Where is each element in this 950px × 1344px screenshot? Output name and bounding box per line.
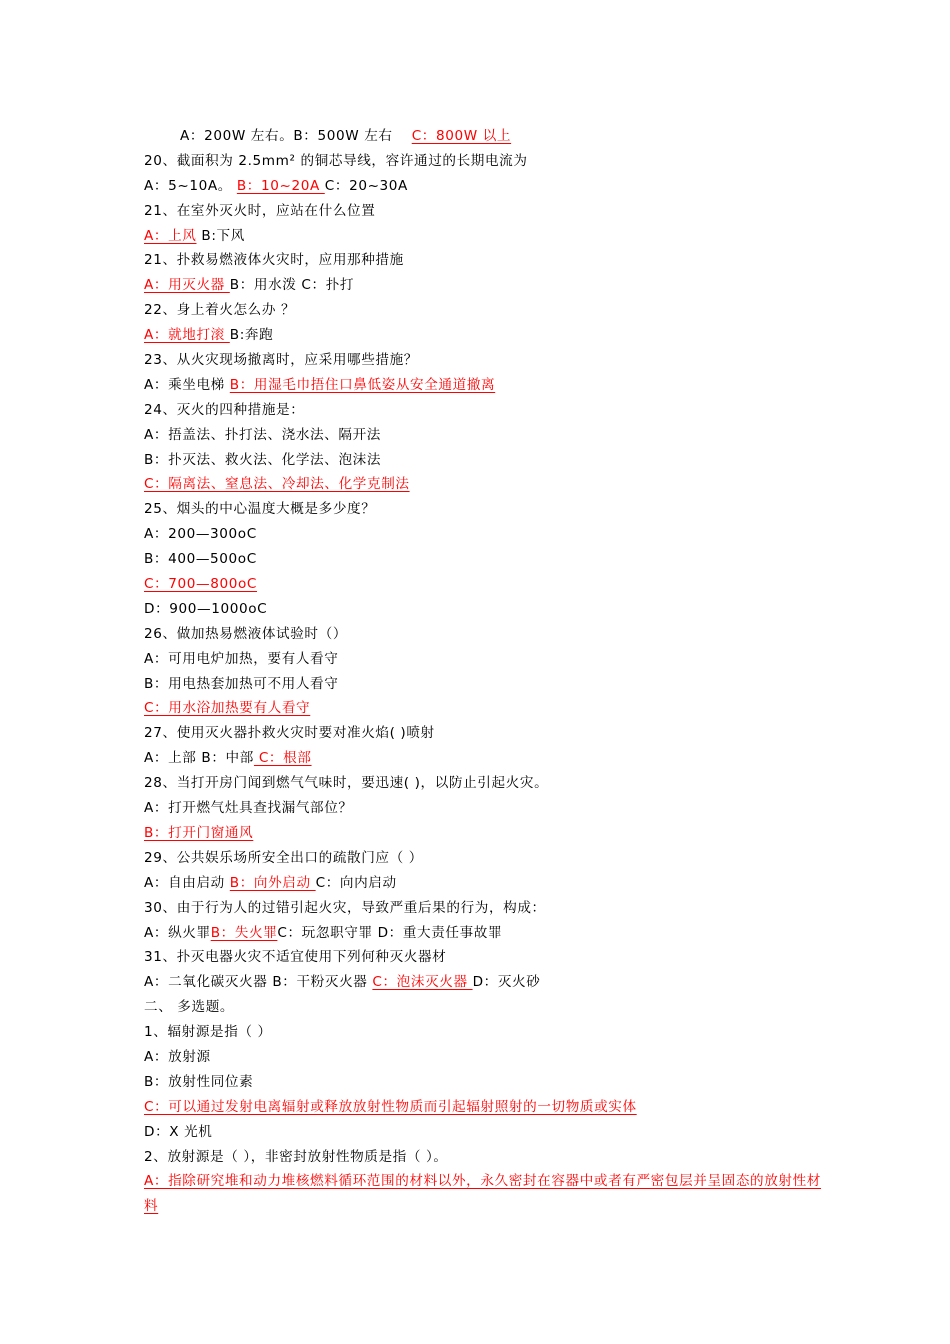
text-line (144, 1095, 824, 1120)
question-text: 26、做加热易燃液体试验时（） (144, 625, 348, 642)
question-text: 21、在室外灭火时，应站在什么位置 (144, 202, 376, 219)
answer-text: B：10~20A (236, 177, 325, 194)
question-text: B:下风 (196, 227, 245, 244)
question-text: A：放射源 (144, 1048, 211, 1065)
text-line (144, 995, 824, 1020)
question-text: 21、扑救易燃液体火灾时，应用那种措施 (144, 252, 404, 269)
text-line (144, 124, 824, 149)
text-line (144, 273, 824, 298)
answer-text: A：上风 (144, 227, 197, 244)
question-text: 24、灭火的四种措施是： (144, 401, 305, 418)
text-line (144, 771, 824, 796)
text-line (144, 398, 824, 423)
question-text: 20、截面积为 2.5mm² 的铜芯导线，容许通过的长期电流为 (144, 152, 528, 169)
answer-text: C：700—800oC (144, 576, 257, 593)
text-line (144, 721, 824, 746)
text-line (144, 871, 824, 896)
answer-text: C：800W 以上 (411, 128, 512, 144)
question-text: D：灭火砂 (472, 974, 541, 991)
text-line (144, 1145, 824, 1170)
text-line (144, 199, 824, 224)
answer-text: A：用灭火器 (144, 277, 230, 294)
question-text: A：乘坐电梯 (144, 376, 230, 393)
text-line (144, 298, 824, 323)
question-text: B：放射性同位素 (144, 1073, 254, 1090)
text-line (144, 323, 824, 348)
answer-text: A：就地打滚 (144, 327, 230, 344)
text-line (144, 622, 824, 647)
question-text: D：X 光机 (144, 1123, 213, 1140)
question-text: B：400—500oC (144, 551, 257, 568)
question-text: A：200—300oC (144, 526, 257, 543)
answer-text: C：可以通过发射电离辐射或释放放射性物质而引起辐射照射的一切物质或实体 (144, 1098, 637, 1115)
answer-text: B：用湿毛巾捂住口鼻低姿从安全通道撤离 (229, 376, 496, 393)
text-line (144, 448, 824, 473)
text-line (144, 373, 824, 398)
answer-text: C：用水浴加热要有人看守 (144, 700, 311, 717)
question-text: B：扑灭法、救火法、化学法、泡沫法 (144, 451, 382, 468)
question-text: A：打开燃气灶具查找漏气部位？ (144, 800, 353, 817)
question-text: B：用电热套加热可不用人看守 (144, 675, 339, 692)
text-line (144, 796, 824, 821)
question-text: 22、身上着火怎么办 ？ (144, 302, 296, 319)
text-line (144, 547, 824, 572)
text-line (144, 497, 824, 522)
question-text: 23、从火灾现场撤离时，应采用哪些措施？ (144, 352, 418, 369)
answer-text: C：隔离法、窒息法、冷却法、化学克制法 (144, 476, 410, 493)
text-line (144, 522, 824, 547)
question-text: A：上部 B：中部 (144, 750, 254, 767)
text-line (144, 224, 824, 249)
answer-text: B：失火罪 (210, 924, 278, 941)
question-text: 30、由于行为人的过错引起火灾，导致严重后果的行为，构成： (144, 899, 546, 916)
question-text: 1、辐射源是指（ ） (144, 1024, 272, 1041)
text-line (144, 896, 824, 921)
question-text: B：用水泼 C：扑打 (229, 277, 355, 294)
question-text: A：可用电炉加热，要有人看守 (144, 650, 339, 667)
question-text: A：自由启动 (144, 874, 230, 891)
text-line (144, 1120, 824, 1145)
question-text: 2、放射源是（ ），非密封放射性物质是指（ ）。 (144, 1148, 448, 1165)
text-line (144, 1070, 824, 1095)
question-text: A：纵火罪 (144, 924, 211, 941)
question-text: A：5~10A。 (144, 177, 237, 194)
text-line (144, 472, 824, 497)
text-line (144, 647, 824, 672)
answer-text: B：向外启动 (229, 874, 316, 891)
question-text: 28、当打开房门闻到燃气气味时，要迅速( )，以防止引起火灾。 (144, 775, 549, 792)
text-line (144, 970, 824, 995)
text-line (144, 348, 824, 373)
question-text: A：二氧化碳灭火器 B：干粉灭火器 (144, 974, 373, 991)
question-text: C：玩忽职守罪 D：重大责任事故罪 (277, 924, 503, 941)
question-text: 二、 多选题。 (144, 999, 235, 1016)
text-line (144, 597, 824, 622)
answer-text: A：指除研究堆和动力堆核燃料循环范围的材料以外，永久密封在容器中或者有严密包层并呈固态的放射性材料 (144, 1173, 822, 1215)
text-line (144, 423, 824, 448)
answer-text: C：泡沫灭火器 (372, 974, 473, 991)
text-line (144, 174, 824, 199)
text-line (144, 672, 824, 697)
answer-text: B：打开门窗通风 (144, 824, 254, 841)
text-line (144, 1045, 824, 1070)
question-text: 29、公共娱乐场所安全出口的疏散门应（ ） (144, 849, 423, 866)
text-line (144, 248, 824, 273)
question-text: D：900—1000oC (144, 600, 268, 617)
question-text: 27、使用灭火器扑救火灾时要对准火焰( )喷射 (144, 725, 435, 742)
text-line (144, 1020, 824, 1045)
answer-text: C：根部 (253, 750, 312, 767)
text-line (144, 696, 824, 721)
question-text: C：20~30A (324, 177, 408, 194)
document-body (144, 124, 824, 1219)
question-text: A：捂盖法、扑打法、浇水法、隔开法 (144, 426, 381, 443)
text-line (144, 846, 824, 871)
text-line (144, 746, 824, 771)
text-line (144, 149, 824, 174)
question-text: 25、烟头的中心温度大概是多少度？ (144, 501, 376, 518)
question-text: 31、扑灭电器火灾不适宜使用下列何种灭火器材 (144, 949, 447, 966)
text-line (144, 821, 824, 846)
question-text: C：向内启动 (315, 874, 397, 891)
question-text: B:奔跑 (229, 327, 274, 344)
text-line (144, 572, 824, 597)
text-line (144, 1169, 824, 1219)
text-line (144, 945, 824, 970)
text-line (144, 921, 824, 946)
question-text: A：200W 左右。B：500W 左右 (180, 128, 412, 144)
